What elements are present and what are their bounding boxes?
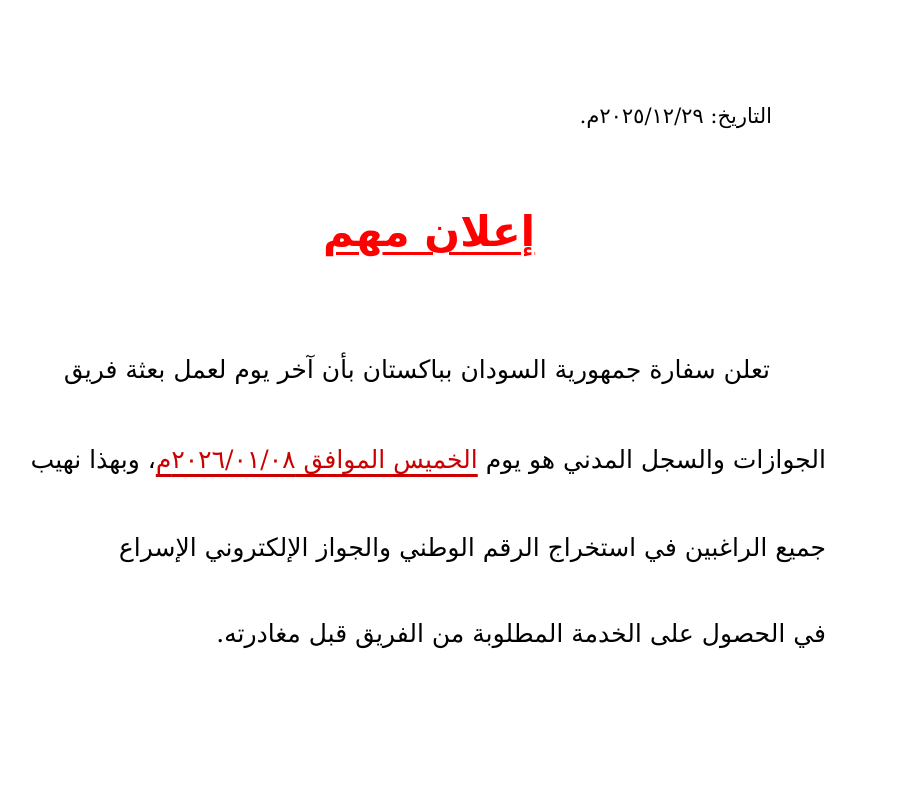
date-label: التاريخ: bbox=[710, 104, 772, 128]
body-line-2-end: ، وبهذا نهيب bbox=[30, 445, 156, 474]
title-container bbox=[298, 204, 560, 260]
body-line-3: جميع الراغبين في استخراج الرقم الوطني والجواز الإلكتروني الإسراع bbox=[118, 533, 826, 562]
announcement-title: إعلان مهم bbox=[322, 207, 536, 256]
date-value: ٢٠٢٥/١٢/٢٩م. bbox=[579, 104, 704, 128]
date-line bbox=[580, 98, 772, 134]
body-line-2-start: الجوازات والسجل المدني هو يوم bbox=[485, 445, 826, 474]
body-line-4: في الحصول على الخدمة المطلوبة من الفريق قبل مغادرته. bbox=[216, 619, 826, 648]
highlighted-date: الخميس الموافق ٢٠٢٦/٠١/٠٨م bbox=[155, 445, 478, 474]
body-line-1: تعلن سفارة جمهورية السودان بباكستان بأن آخر يوم لعمل بعثة فريق bbox=[63, 355, 770, 384]
body-line-2 bbox=[31, 438, 826, 482]
